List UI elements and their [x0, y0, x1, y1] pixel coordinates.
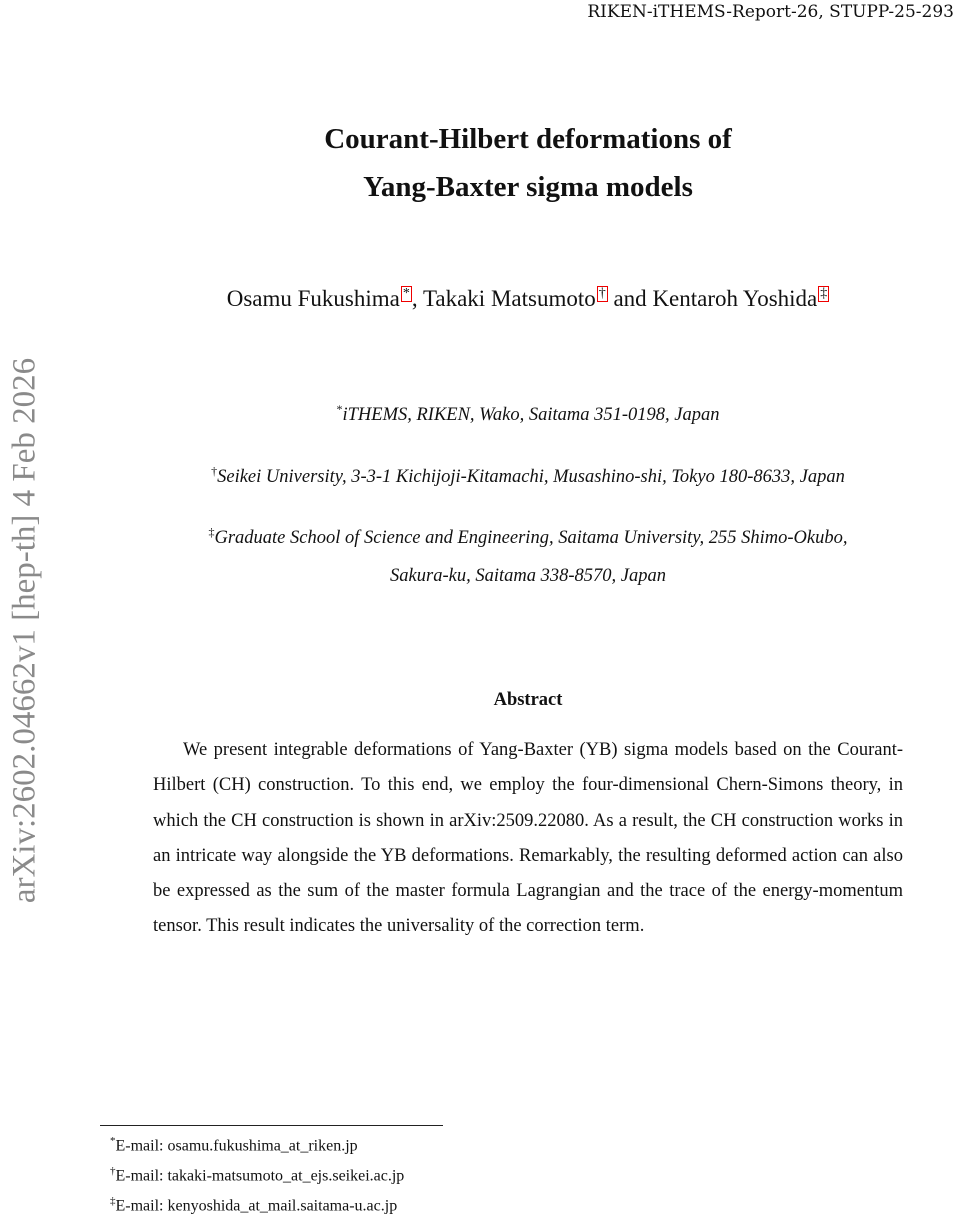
- paper-title: [100, 115, 956, 211]
- footnote: [110, 1189, 404, 1218]
- footnote-link[interactable]: ‡: [820, 286, 828, 302]
- title-line: Yang-Baxter sigma models: [363, 171, 693, 203]
- author-name: Kentaroh Yoshida: [652, 286, 818, 311]
- affiliation: [100, 390, 956, 434]
- report-number: RIKEN-iTHEMS-Report-26, STUPP-25-293: [587, 2, 954, 22]
- affiliation-text: Graduate School of Science and Engineering, Saitama University, 255 Shimo-Okubo,: [214, 528, 848, 549]
- abstract-body: We present integrable deformations of Yang-Baxter (YB) sigma models based on the Courant-Hilbert (CH) construction. To this end, we employ the four-dimensional Chern-Simons theory, in which the CH construction is shown in arXiv:2509.22080. As a result, the CH construction works in an intricate way alongside the YB deformations. Remarkably, the resulting deformed action can also be expressed as the sum of the master formula Lagrangian and the trace of the energy-momentum tensor. This result indicates the universality of the correction term.: [153, 740, 903, 937]
- affiliation: [100, 513, 956, 595]
- abstract-heading: Abstract: [493, 690, 563, 710]
- footnote-rule: [100, 1125, 443, 1126]
- footnote-mark: †: [110, 1164, 116, 1177]
- footnote: [110, 1159, 404, 1189]
- author-list: [100, 286, 956, 312]
- footnote-text: E-mail: kenyoshida_at_mail.saitama-u.ac.jp: [115, 1196, 398, 1214]
- footnote: [110, 1129, 404, 1159]
- affiliation-mark: ‡: [208, 525, 215, 539]
- footnotes: [110, 1129, 404, 1218]
- author-separator: and: [607, 286, 653, 311]
- arxiv-stamp: arXiv:2602.04662v1 [hep-th] 4 Feb 2026: [6, 357, 43, 904]
- affiliation-mark: †: [211, 464, 218, 478]
- footnote-text: E-mail: takaki-matsumoto_at_ejs.seikei.ac.jp: [115, 1167, 405, 1185]
- footnote-text: E-mail: osamu.fukushima_at_riken.jp: [115, 1137, 358, 1155]
- footnote-mark: ‡: [110, 1194, 116, 1207]
- author-separator: ,: [411, 286, 423, 311]
- affiliation-text: Seikei University, 3-3-1 Kichijoji-Kitamachi, Musashino-shi, Tokyo 180-8633, Japan: [217, 467, 845, 488]
- affiliation: [100, 452, 956, 496]
- author-name: Osamu Fukushima: [226, 286, 400, 311]
- affiliation-text: iTHEMS, RIKEN, Wako, Saitama 351-0198, Japan: [342, 405, 720, 426]
- author-name: Takaki Matsumoto: [422, 286, 596, 311]
- footnote-mark: *: [110, 1135, 116, 1147]
- title-line: Courant-Hilbert deformations of: [324, 123, 732, 155]
- affiliation-text: Sakura-ku, Saitama 338-8570, Japan: [390, 566, 666, 587]
- affiliation-mark: *: [336, 402, 343, 416]
- footnote-link[interactable]: †: [598, 286, 606, 302]
- footnote-link[interactable]: *: [402, 286, 410, 302]
